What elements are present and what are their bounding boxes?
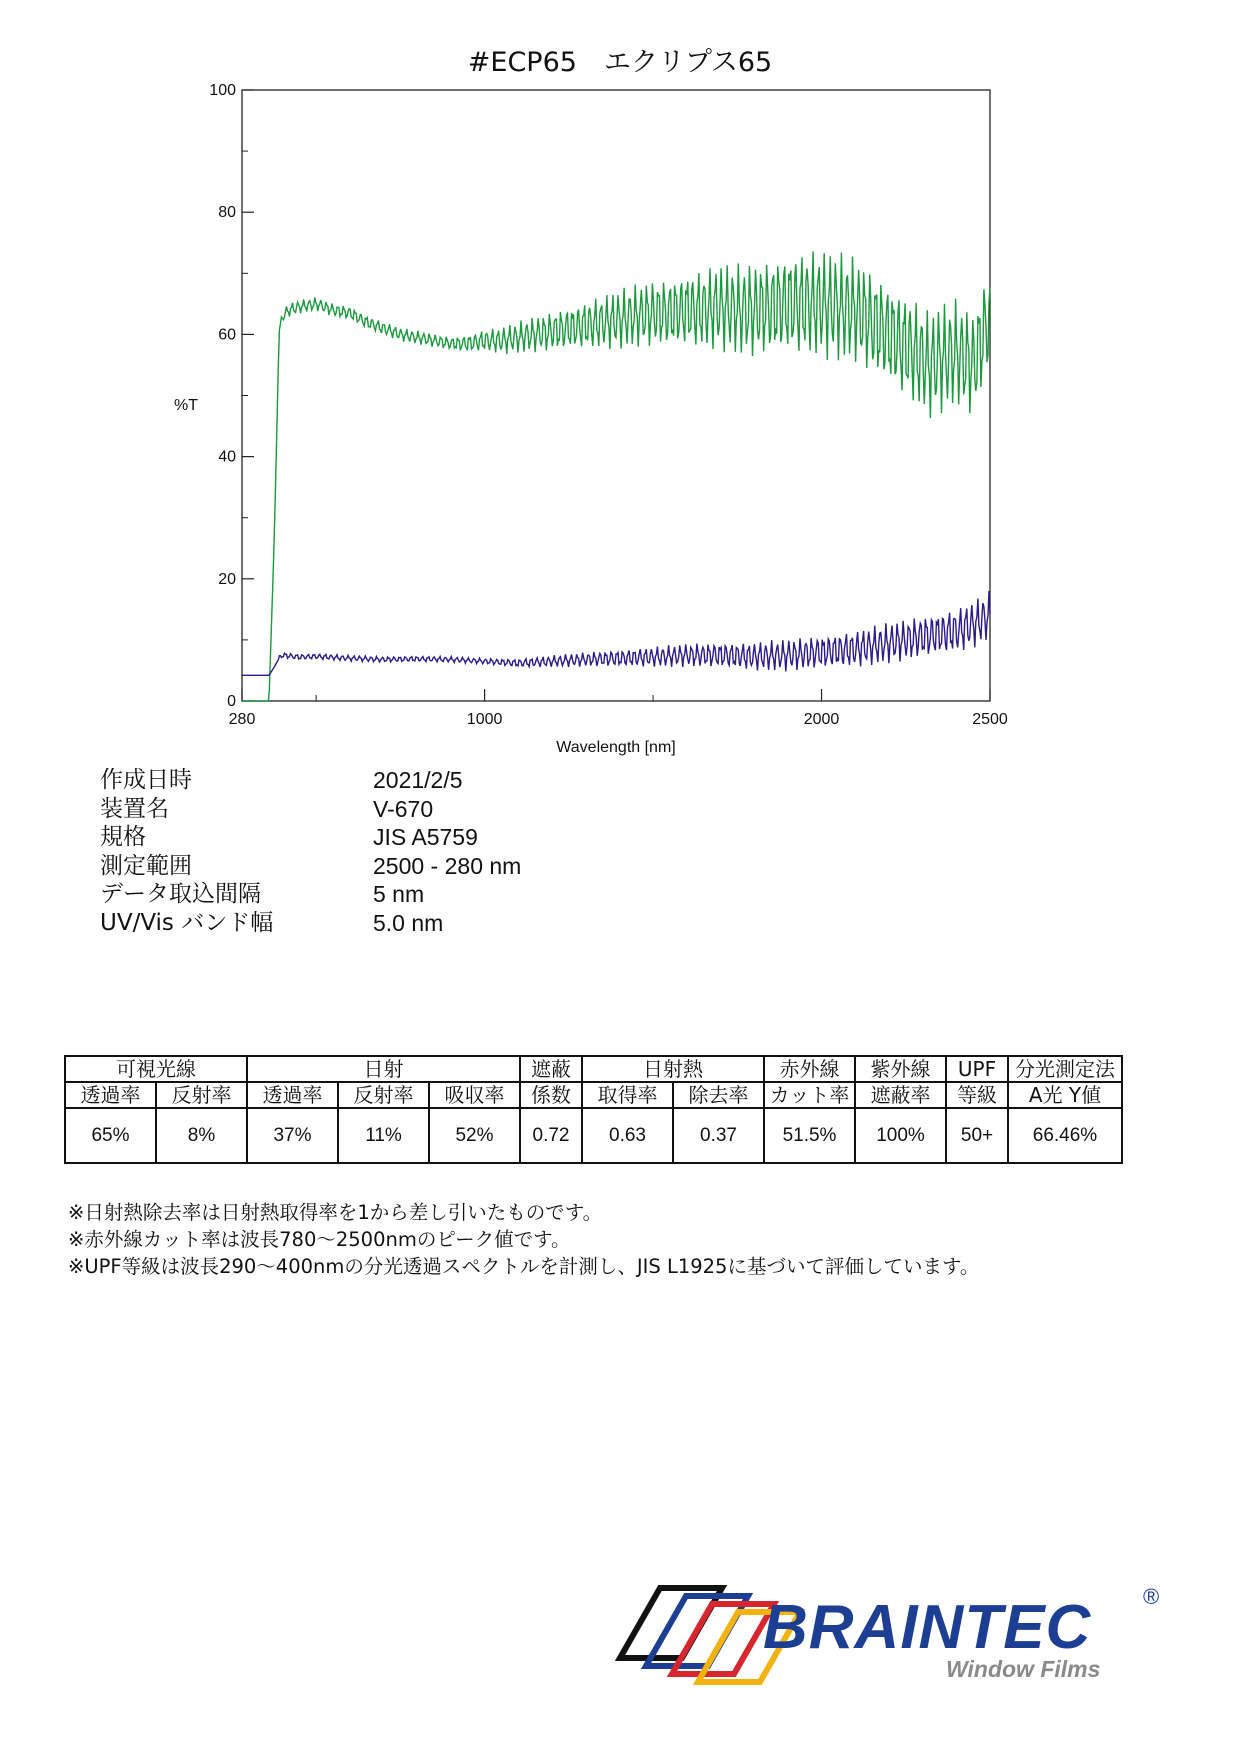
- registered-mark: ®: [1143, 1584, 1160, 1609]
- y-tick-label: 0: [227, 693, 236, 710]
- table-cell: 37%: [247, 1108, 338, 1163]
- info-row: [100, 766, 521, 795]
- info-key: 測定範囲: [100, 852, 192, 879]
- x-tick-label: 2000: [803, 711, 840, 728]
- info-key: UV/Vis バンド幅: [100, 909, 274, 936]
- sub-header: A光 Y値: [1008, 1082, 1122, 1108]
- info-row: [100, 823, 521, 852]
- group-header-solar: 日射: [247, 1056, 520, 1082]
- info-row: [100, 909, 521, 938]
- footnote: ※UPF等級は波長290～400nmの分光透過スペクトルを計測し、JIS L1925に基づいて評価しています。: [68, 1255, 980, 1278]
- sub-header: 取得率: [582, 1082, 673, 1108]
- y-axis-label: %T: [174, 397, 198, 414]
- sub-header: 反射率: [156, 1082, 247, 1108]
- footnote: ※赤外線カット率は波長780～2500nmのピーク値です。: [68, 1228, 571, 1251]
- info-key: データ取込間隔: [100, 881, 261, 907]
- info-value: 5.0 nm: [373, 909, 444, 936]
- table-cell: 65%: [65, 1108, 156, 1163]
- sub-header: 除去率: [673, 1082, 764, 1108]
- group-header-infrared: 赤外線: [764, 1056, 855, 1082]
- table-cell: 52%: [429, 1108, 520, 1163]
- info-value: JIS A5759: [373, 824, 478, 850]
- group-header-ultraviolet: 紫外線: [855, 1056, 946, 1082]
- y-tick-label: 60: [218, 326, 236, 344]
- table-cell: 51.5%: [764, 1108, 855, 1163]
- info-key: 作成日時: [100, 767, 192, 793]
- chart-axes: [242, 90, 990, 701]
- table-cell: 11%: [338, 1108, 429, 1163]
- group-header-spectral: 分光測定法: [1008, 1056, 1122, 1082]
- info-row: [100, 852, 521, 881]
- info-value: V-670: [373, 795, 434, 822]
- sub-header: 透過率: [65, 1082, 156, 1108]
- table-cell: 100%: [855, 1108, 946, 1163]
- series-reflection-line: [242, 591, 990, 675]
- x-tick-label: 2500: [972, 711, 1008, 728]
- footnote: ※日射熱除去率は日射熱取得率を1から差し引いたものです。: [68, 1201, 603, 1224]
- table-cell: 8%: [156, 1108, 247, 1163]
- sub-header: カット率: [764, 1082, 855, 1108]
- info-key: 装置名: [100, 795, 169, 822]
- x-axis-label: Wavelength [nm]: [556, 739, 676, 756]
- transmission-chart: [0, 0, 1240, 770]
- sub-header: 吸収率: [429, 1082, 520, 1108]
- y-tick-label: 100: [209, 82, 236, 99]
- x-tick-label: 1000: [466, 711, 503, 728]
- x-tick-label: 280: [228, 711, 256, 728]
- y-tick-label: 20: [218, 570, 236, 588]
- info-row: [100, 795, 521, 824]
- sub-header: 等級: [946, 1082, 1008, 1108]
- brand-subtitle: Window Films: [946, 1656, 1101, 1682]
- plot-frame: [242, 90, 990, 701]
- info-value: 5 nm: [373, 881, 425, 907]
- sub-header: 係数: [520, 1082, 582, 1108]
- table-cell: 66.46%: [1008, 1108, 1122, 1163]
- info-value: 2500 - 280 nm: [373, 852, 522, 879]
- group-header-upf: UPF: [946, 1056, 1008, 1082]
- y-tick-label: 80: [218, 204, 236, 222]
- info-key: 規格: [100, 824, 146, 850]
- table-cell: 0.37: [673, 1108, 764, 1163]
- y-tick-label: 40: [218, 448, 236, 466]
- group-header-shading: 遮蔽: [520, 1056, 582, 1082]
- series-transmission-line: [242, 251, 990, 701]
- measurement-info: [100, 766, 521, 937]
- group-header-solar-heat: 日射熱: [582, 1056, 764, 1082]
- sub-header: 透過率: [247, 1082, 338, 1108]
- group-header-visible: 可視光線: [65, 1056, 247, 1082]
- sub-header: 反射率: [338, 1082, 429, 1108]
- info-row: [100, 880, 521, 909]
- info-value: 2021/2/5: [373, 767, 463, 793]
- sub-header: 遮蔽率: [855, 1082, 946, 1108]
- brand-name: BRAINTEC: [763, 1593, 1092, 1662]
- footnotes: [68, 1199, 979, 1280]
- table-cell: 0.63: [582, 1108, 673, 1163]
- table-cell: 0.72: [520, 1108, 582, 1163]
- performance-table: [64, 1055, 1123, 1164]
- chart-ticks: [209, 82, 1008, 728]
- chart-series: [242, 251, 990, 701]
- table-cell: 50+: [946, 1108, 1008, 1163]
- page-title: #ECP65 エクリプス65: [467, 47, 773, 78]
